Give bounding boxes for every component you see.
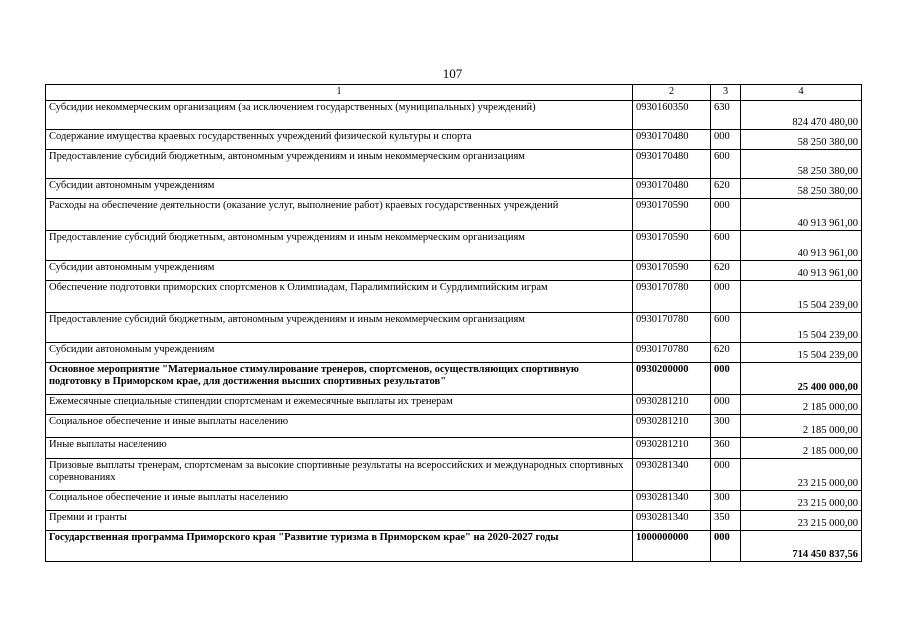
row-csr-cell: 0930281210 — [633, 395, 711, 415]
row-csr-cell: 0930200000 — [633, 363, 711, 395]
row-csr-cell: 0930170480 — [633, 130, 711, 150]
row-amount-cell: 40 913 961,00 — [741, 231, 862, 261]
row-amount-cell: 23 215 000,00 — [741, 511, 862, 531]
row-amount-cell: 2 185 000,00 — [741, 415, 862, 438]
page-number: 107 — [442, 66, 463, 81]
row-vr-cell: 000 — [711, 281, 741, 313]
table-row — [46, 199, 862, 231]
row-name-cell: Социальное обеспечение и иные выплаты населению — [46, 415, 633, 438]
row-vr-cell: 000 — [711, 363, 741, 395]
row-amount-cell: 58 250 380,00 — [741, 150, 862, 179]
row-csr-cell: 0930170590 — [633, 231, 711, 261]
row-csr-cell: 0930281210 — [633, 415, 711, 438]
row-name-cell: Обеспечение подготовки приморских спортсменов к Олимпиадам, Паралимпийским и Сурдлимпийским играм — [46, 281, 633, 313]
row-vr-cell: 600 — [711, 231, 741, 261]
row-name-cell: Основное мероприятие "Материальное стимулирование тренеров, спортсменов, осуществляющих спортивную подготовку в Приморском крае, для достижения высших спортивных результатов" — [46, 363, 633, 395]
table-row — [46, 363, 862, 395]
row-amount-cell: 2 185 000,00 — [741, 438, 862, 459]
row-amount-cell: 15 504 239,00 — [741, 313, 862, 343]
row-name-cell: Премии и гранты — [46, 511, 633, 531]
row-name-cell: Ежемесячные специальные стипендии спортсменам и ежемесячные выплаты их тренерам — [46, 395, 633, 415]
row-name-cell: Социальное обеспечение и иные выплаты населению — [46, 491, 633, 511]
row-vr-cell: 620 — [711, 179, 741, 199]
header-col-amount: 4 — [741, 85, 862, 101]
row-name-cell: Субсидии автономным учреждениям — [46, 343, 633, 363]
row-vr-cell: 000 — [711, 130, 741, 150]
row-name-cell: Субсидии автономным учреждениям — [46, 261, 633, 281]
row-amount-cell: 15 504 239,00 — [741, 343, 862, 363]
row-vr-cell: 620 — [711, 343, 741, 363]
row-vr-cell: 630 — [711, 101, 741, 130]
table-row — [46, 511, 862, 531]
row-csr-cell: 1000000000 — [633, 531, 711, 562]
row-amount-cell: 2 185 000,00 — [741, 395, 862, 415]
row-name-cell: Субсидии автономным учреждениям — [46, 179, 633, 199]
table-row — [46, 231, 862, 261]
table-row — [46, 438, 862, 459]
row-amount-cell: 58 250 380,00 — [741, 179, 862, 199]
row-amount-cell: 23 215 000,00 — [741, 491, 862, 511]
header-col-vr: 3 — [711, 85, 741, 101]
budget-table — [45, 84, 862, 562]
row-name-cell: Расходы на обеспечение деятельности (оказание услуг, выполнение работ) краевых государственных учреждений — [46, 199, 633, 231]
row-vr-cell: 600 — [711, 150, 741, 179]
table-row — [46, 415, 862, 438]
row-vr-cell: 300 — [711, 491, 741, 511]
header-col-csr: 2 — [633, 85, 711, 101]
table-row — [46, 459, 862, 491]
table-row — [46, 261, 862, 281]
row-vr-cell: 000 — [711, 459, 741, 491]
row-amount-cell: 824 470 480,00 — [741, 101, 862, 130]
table-row — [46, 395, 862, 415]
header-col-name: 1 — [46, 85, 633, 101]
table-header-row — [46, 85, 862, 101]
row-name-cell: Предоставление субсидий бюджетным, автономным учреждениям и иным некоммерческим организациям — [46, 313, 633, 343]
row-csr-cell: 0930170590 — [633, 199, 711, 231]
row-name-cell: Призовые выплаты тренерам, спортсменам за высокие спортивные результаты на всероссийских и международных спортивных соревнованиях — [46, 459, 633, 491]
table-row — [46, 343, 862, 363]
row-amount-cell: 23 215 000,00 — [741, 459, 862, 491]
row-vr-cell: 000 — [711, 395, 741, 415]
row-csr-cell: 0930170780 — [633, 343, 711, 363]
row-name-cell: Содержание имущества краевых государственных учреждений физической культуры и спорта — [46, 130, 633, 150]
row-csr-cell: 0930281210 — [633, 438, 711, 459]
row-csr-cell: 0930160350 — [633, 101, 711, 130]
row-vr-cell: 350 — [711, 511, 741, 531]
row-csr-cell: 0930170480 — [633, 179, 711, 199]
table-row — [46, 531, 862, 562]
row-csr-cell: 0930170480 — [633, 150, 711, 179]
table-row — [46, 281, 862, 313]
row-name-cell: Государственная программа Приморского края "Развитие туризма в Приморском крае" на 2020-2027 годы — [46, 531, 633, 562]
row-csr-cell: 0930170590 — [633, 261, 711, 281]
row-name-cell: Предоставление субсидий бюджетным, автономным учреждениям и иным некоммерческим организациям — [46, 231, 633, 261]
row-amount-cell: 25 400 000,00 — [741, 363, 862, 395]
row-csr-cell: 0930281340 — [633, 459, 711, 491]
table-row — [46, 150, 862, 179]
row-vr-cell: 360 — [711, 438, 741, 459]
row-amount-cell: 714 450 837,56 — [741, 531, 862, 562]
table-row — [46, 130, 862, 150]
row-csr-cell: 0930170780 — [633, 281, 711, 313]
row-vr-cell: 000 — [711, 199, 741, 231]
table-row — [46, 313, 862, 343]
row-amount-cell: 15 504 239,00 — [741, 281, 862, 313]
row-vr-cell: 000 — [711, 531, 741, 562]
row-vr-cell: 300 — [711, 415, 741, 438]
row-amount-cell: 40 913 961,00 — [741, 261, 862, 281]
table-row — [46, 179, 862, 199]
row-csr-cell: 0930170780 — [633, 313, 711, 343]
row-amount-cell: 58 250 380,00 — [741, 130, 862, 150]
row-amount-cell: 40 913 961,00 — [741, 199, 862, 231]
row-vr-cell: 620 — [711, 261, 741, 281]
row-csr-cell: 0930281340 — [633, 511, 711, 531]
row-name-cell: Предоставление субсидий бюджетным, автономным учреждениям и иным некоммерческим организациям — [46, 150, 633, 179]
row-name-cell: Субсидии некоммерческим организациям (за исключением государственных (муниципальных) учреждений) — [46, 101, 633, 130]
row-vr-cell: 600 — [711, 313, 741, 343]
row-csr-cell: 0930281340 — [633, 491, 711, 511]
table-row — [46, 101, 862, 130]
row-name-cell: Иные выплаты населению — [46, 438, 633, 459]
table-row — [46, 491, 862, 511]
